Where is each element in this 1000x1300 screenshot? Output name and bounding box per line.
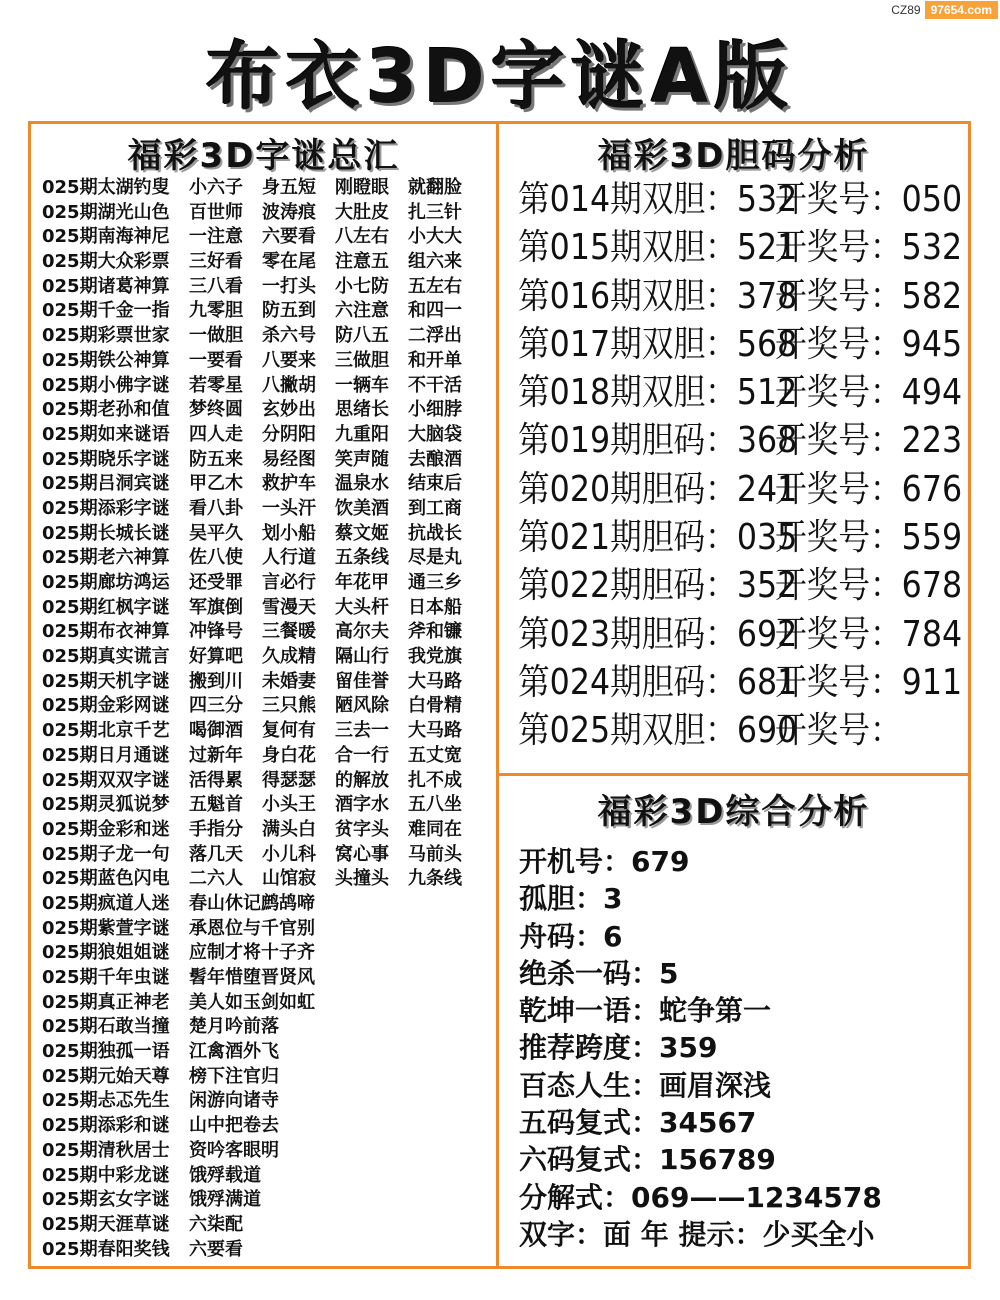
riddle-clue: 二浮出 (408, 325, 462, 347)
riddle-clue: 注意五 (335, 251, 389, 273)
riddle-clue: 一打头 (262, 275, 316, 297)
riddle-clue: 日本船 (408, 596, 462, 618)
riddle-source: 025期铁公神算 (42, 349, 170, 371)
draw-result: 开奖号：223 (774, 420, 963, 462)
column-divider (496, 121, 499, 1269)
riddle-clue: 扎不成 (408, 769, 462, 791)
draw-result: 开奖号：494 (774, 372, 963, 414)
riddle-clue: 不干活 (408, 374, 462, 396)
riddle-clue: 抗战长 (408, 522, 462, 544)
riddle-clue: 山馆寂 (262, 868, 316, 890)
dan-pick: 第017期双胆：568 (518, 323, 798, 365)
riddle-clue: 资吟客眼明 (189, 1139, 279, 1161)
riddle-row (42, 818, 492, 843)
riddle-clue: 白骨精 (408, 695, 462, 717)
dan-row (518, 514, 963, 562)
riddle-clue: 看八卦 (189, 497, 243, 519)
riddle-clue: 六要看 (189, 1238, 243, 1260)
riddle-clue: 分阴阳 (262, 423, 316, 445)
draw-result: 开奖号：050 (774, 179, 963, 220)
riddle-source: 025期紫萱字谜 (42, 917, 170, 939)
riddle-source: 025期布衣神算 (42, 621, 170, 643)
dan-pick: 第015期双胆：521 (518, 227, 798, 269)
riddle-row (42, 966, 492, 991)
draw-result: 开奖号：582 (774, 275, 963, 317)
riddle-row (42, 225, 492, 250)
riddle-source: 025期添彩和谜 (42, 1115, 170, 1137)
riddle-clue: 贫字头 (335, 818, 389, 840)
riddle-source: 025期狼姐姐谜 (42, 942, 170, 964)
riddle-clue: 防八五 (335, 325, 389, 347)
draw-result: 开奖号：784 (774, 613, 963, 655)
dan-panel-title: 福彩3D胆码分析 (597, 136, 870, 176)
riddle-clue: 隔山行 (335, 646, 389, 668)
riddle-clue: 去酿酒 (408, 448, 462, 470)
riddle-row (42, 1040, 492, 1065)
draw-result: 开奖号：911 (774, 661, 963, 703)
riddle-clue: 四人走 (189, 423, 243, 445)
riddle-clue: 六注意 (335, 300, 389, 322)
riddle-row (42, 991, 492, 1016)
page-title: 布衣3D字谜A版 (205, 34, 795, 120)
riddle-clue: 蔡文姬 (335, 522, 389, 544)
riddle-row (42, 448, 492, 473)
riddle-clue: 落几天 (189, 843, 243, 865)
riddle-clue: 大头杆 (335, 596, 389, 618)
summary-line: 百态人生：画眉深浅 (519, 1068, 772, 1102)
riddle-row (42, 374, 492, 399)
summary-panel-title: 福彩3D综合分析 (597, 792, 870, 832)
riddle-clue: 合一行 (335, 744, 389, 766)
riddle-clue: 杀六号 (262, 325, 316, 347)
riddle-clue: 防五到 (262, 300, 316, 322)
riddle-clue: 复何有 (262, 720, 316, 742)
draw-result: 开奖号：676 (774, 468, 963, 510)
site-watermark (887, 0, 998, 20)
dan-pick: 第023期胆码：692 (518, 613, 798, 655)
riddle-row (42, 1139, 492, 1164)
riddle-clue: 还受罪 (189, 572, 243, 593)
riddle-clue: 三只熊 (262, 695, 316, 717)
riddle-clue: 六柒配 (189, 1213, 243, 1235)
riddle-clue: 过新年 (189, 744, 243, 766)
riddle-clue: 酒字水 (335, 794, 389, 816)
riddle-source: 025期天涯草谜 (42, 1213, 170, 1235)
riddle-clue: 若零星 (189, 374, 243, 396)
riddle-source: 025期玄女字谜 (42, 1189, 170, 1211)
riddle-clue: 饿殍满道 (189, 1189, 261, 1211)
dan-row (518, 273, 963, 321)
riddle-clue: 陋风除 (335, 695, 389, 717)
riddle-clue: 难同在 (408, 818, 462, 840)
riddle-clue: 楚月吟前落 (189, 1016, 279, 1038)
riddle-source: 025期天机字谜 (42, 670, 170, 692)
riddle-clue: 军旗倒 (189, 596, 243, 618)
riddle-source: 025期春阳奖钱 (42, 1238, 170, 1260)
riddle-clue: 八要来 (262, 349, 316, 371)
riddle-source: 025期廊坊鸿运 (42, 572, 170, 593)
dan-row (518, 707, 914, 755)
dan-pick: 第022期胆码：352 (518, 565, 798, 607)
riddle-clue: 和开单 (408, 349, 462, 371)
riddle-clue: 冲锋号 (189, 621, 243, 643)
watermark-domain: 97654.com (925, 1, 998, 19)
riddle-clue: 好算吧 (189, 646, 243, 668)
riddle-clue: 留佳誉 (335, 670, 389, 692)
riddle-clue: 救护车 (262, 473, 316, 495)
riddle-source: 025期金彩网谜 (42, 695, 170, 717)
dan-pick: 第018期双胆：512 (518, 372, 798, 414)
draw-result: 开奖号：532 (774, 227, 963, 269)
riddle-clue: 活得累 (189, 769, 243, 791)
riddle-clue: 大脑袋 (408, 423, 462, 445)
riddle-clue: 五左右 (408, 275, 462, 297)
dan-row (518, 321, 963, 369)
riddle-source: 025期长城长谜 (42, 522, 170, 544)
riddle-row (42, 546, 492, 571)
riddle-clue: 一做胆 (189, 325, 243, 347)
draw-result: 开奖号：945 (774, 323, 963, 365)
riddle-row (42, 472, 492, 497)
riddle-row (42, 1238, 492, 1263)
riddle-source: 025期老六神算 (42, 547, 170, 569)
riddle-clue: 三做胆 (335, 349, 389, 371)
riddle-clue: 百世师 (189, 201, 243, 223)
riddle-source: 025期南海神尼 (42, 226, 170, 248)
riddle-source: 025期灵狐说梦 (42, 794, 170, 816)
riddle-clue: 五魁首 (189, 794, 243, 816)
riddle-row (42, 201, 492, 226)
riddle-row (42, 1114, 492, 1139)
riddle-row (42, 423, 492, 448)
dan-row (518, 466, 963, 514)
riddle-row (42, 299, 492, 324)
riddle-clue: 搬到川 (189, 670, 243, 692)
riddle-row (42, 1188, 492, 1213)
riddle-row (42, 843, 492, 868)
riddle-source: 025期忐忑先生 (42, 1090, 170, 1112)
riddle-source: 025期金彩和迷 (42, 818, 170, 840)
riddle-source: 025期湖光山色 (42, 201, 170, 223)
riddle-source: 025期红枫字谜 (42, 596, 170, 618)
riddle-clue: 未婚妻 (262, 670, 316, 692)
riddle-row (42, 719, 492, 744)
riddle-clue: 九重阳 (335, 423, 389, 445)
riddle-source: 025期千金一指 (42, 300, 170, 322)
riddle-source: 025期太湖钓叟 (42, 177, 170, 198)
riddle-clue: 八撇胡 (262, 374, 316, 396)
riddle-clue: 佐八使 (189, 547, 243, 569)
riddle-clue: 九条线 (408, 868, 462, 890)
riddle-source: 025期北京千艺 (42, 720, 170, 742)
dan-pick: 第014期双胆：532 (518, 179, 798, 220)
summary-line: 乾坤一语：蛇争第一 (519, 994, 772, 1028)
riddle-row (42, 275, 492, 300)
riddle-row (42, 645, 492, 670)
riddle-clue: 思绪长 (335, 399, 389, 421)
riddle-source: 025期真实谎言 (42, 646, 170, 668)
riddle-clue: 我党旗 (408, 646, 462, 668)
riddle-clue: 喝御酒 (189, 720, 243, 742)
summary-line: 开机号：679 (519, 845, 690, 878)
watermark-prefix: CZ89 (891, 3, 921, 17)
riddle-clue: 扎三针 (408, 201, 462, 223)
summary-line: 绝杀一码：5 (519, 956, 679, 990)
riddle-clue: 小头王 (262, 794, 316, 816)
riddle-clue: 榜下注官归 (189, 1065, 279, 1087)
riddle-source: 025期元始天尊 (42, 1065, 170, 1087)
summary-line: 双字：面 年 提示：少买全小 (519, 1217, 875, 1251)
riddle-row (42, 324, 492, 349)
riddle-clue: 美人如玉剑如虹 (189, 991, 315, 1013)
riddle-clue: 窝心事 (335, 843, 389, 865)
riddle-clue: 就翻脸 (408, 177, 462, 198)
riddle-row (42, 744, 492, 769)
riddle-row (42, 349, 492, 374)
riddle-clue: 一要看 (189, 349, 243, 371)
riddle-source: 025期千年虫谜 (42, 967, 170, 988)
summary-line: 推荐跨度：359 (519, 1031, 718, 1065)
riddle-clue: 髫年惜堕晋贤风 (189, 967, 315, 988)
riddle-source: 025期石敢当撞 (42, 1016, 170, 1038)
dan-pick: 第016期双胆：378 (518, 275, 798, 317)
summary-line: 孤胆：3 (519, 882, 623, 916)
dan-row (518, 176, 963, 224)
riddle-clue: 玄妙出 (262, 399, 316, 421)
dan-pick: 第019期胆码：368 (518, 420, 798, 462)
riddle-clue: 大马路 (408, 720, 462, 742)
draw-result: 开奖号： (774, 710, 902, 752)
riddle-row (42, 1089, 492, 1114)
riddle-clue: 三去一 (335, 720, 389, 742)
riddle-clue: 头撞头 (335, 868, 389, 890)
riddle-clue: 八左右 (335, 226, 389, 248)
riddle-row (42, 793, 492, 818)
riddle-source: 025期大众彩票 (42, 251, 170, 273)
dan-row (518, 611, 963, 659)
riddle-clue: 五八坐 (408, 794, 462, 816)
riddle-row (42, 670, 492, 695)
riddle-source: 025期如来谜语 (42, 423, 170, 445)
dan-row (518, 562, 963, 610)
dan-pick: 第020期胆码：241 (518, 468, 798, 510)
riddle-clue: 三餐暖 (262, 621, 316, 643)
riddle-row (42, 176, 492, 201)
riddle-clue: 应制才将十子齐 (189, 942, 315, 964)
riddle-source: 025期双双字谜 (42, 769, 170, 791)
riddle-source: 025期晓乐字谜 (42, 448, 170, 470)
riddle-row (42, 867, 492, 892)
dan-row (518, 659, 963, 707)
dan-list (518, 176, 968, 756)
riddle-clue: 一注意 (189, 226, 243, 248)
riddle-list (42, 176, 492, 1262)
riddle-clue: 梦终圆 (189, 399, 243, 421)
dan-pick: 第021期胆码：035 (518, 517, 798, 559)
riddle-clue: 易经图 (262, 448, 316, 470)
riddle-source: 025期吕洞宾谜 (42, 473, 170, 495)
summary-line: 五码复式：34567 (519, 1106, 757, 1140)
summary-list (519, 843, 969, 1253)
riddle-source: 025期彩票世家 (42, 325, 170, 347)
riddle-row (42, 1015, 492, 1040)
riddle-clue: 饿殍载道 (189, 1164, 261, 1186)
riddle-row (42, 1065, 492, 1090)
riddle-row (42, 620, 492, 645)
riddle-row (42, 250, 492, 275)
riddle-clue: 尽是丸 (408, 547, 462, 569)
riddle-clue: 小大大 (408, 226, 462, 248)
riddle-clue: 小七防 (335, 275, 389, 297)
riddle-clue: 春山休记鹧鸪啼 (189, 892, 315, 914)
riddle-clue: 防五来 (189, 448, 243, 470)
riddle-clue: 波涛痕 (262, 201, 316, 223)
dan-row (518, 224, 963, 272)
riddle-clue: 得瑟瑟 (262, 769, 316, 791)
riddle-clue: 大肚皮 (335, 201, 389, 223)
riddle-source: 025期子龙一句 (42, 843, 170, 865)
riddle-clue: 甲乙木 (189, 473, 243, 495)
riddle-clue: 马前头 (408, 843, 462, 865)
riddle-row (42, 694, 492, 719)
riddle-clue: 六要看 (262, 226, 316, 248)
riddle-clue: 小细脖 (408, 399, 462, 421)
riddle-source: 025期疯道人迷 (42, 892, 170, 914)
riddle-clue: 二六人 (189, 868, 243, 890)
riddle-clue: 的解放 (335, 769, 389, 791)
riddle-row (42, 1164, 492, 1189)
riddle-row (42, 596, 492, 621)
riddle-clue: 通三乡 (408, 572, 462, 593)
riddle-row (42, 769, 492, 794)
riddle-clue: 闲游向诸寺 (189, 1090, 279, 1112)
riddle-clue: 五条线 (335, 547, 389, 569)
riddle-panel-title: 福彩3D字谜总汇 (127, 136, 400, 176)
riddle-source: 025期蓝色闪电 (42, 868, 170, 890)
summary-line: 分解式：069——1234578 (519, 1180, 882, 1214)
riddle-clue: 江禽酒外飞 (189, 1041, 279, 1063)
riddle-clue: 刚瞪眼 (335, 177, 389, 198)
riddle-clue: 手指分 (189, 818, 243, 840)
riddle-clue: 饮美酒 (335, 497, 389, 519)
dan-pick: 第025期双胆：690 (518, 710, 798, 752)
riddle-clue: 承恩位与千官别 (189, 917, 315, 939)
riddle-source: 025期真正神老 (42, 991, 170, 1013)
riddle-clue: 身五短 (262, 177, 316, 198)
riddle-clue: 满头白 (262, 818, 316, 840)
riddle-clue: 三八看 (189, 275, 243, 297)
riddle-clue: 大马路 (408, 670, 462, 692)
riddle-clue: 一辆车 (335, 374, 389, 396)
summary-line: 六码复式：156789 (519, 1143, 776, 1177)
riddle-clue: 划小船 (262, 522, 316, 544)
riddle-clue: 温泉水 (335, 473, 389, 495)
riddle-row (42, 941, 492, 966)
riddle-source: 025期小佛字谜 (42, 374, 170, 396)
summary-line: 舟码：6 (519, 919, 623, 953)
riddle-clue: 雪漫天 (262, 596, 316, 618)
dan-row (518, 417, 963, 465)
riddle-clue: 言必行 (262, 572, 316, 593)
right-section-divider (496, 773, 971, 776)
riddle-row (42, 571, 492, 596)
riddle-clue: 吴平久 (189, 522, 243, 544)
riddle-clue: 四三分 (189, 695, 243, 717)
riddle-row (42, 522, 492, 547)
riddle-source: 025期独孤一语 (42, 1041, 170, 1063)
riddle-clue: 高尔夫 (335, 621, 389, 643)
riddle-clue: 久成精 (262, 646, 316, 668)
riddle-row (42, 398, 492, 423)
riddle-clue: 年花甲 (335, 572, 389, 593)
riddle-clue: 山中把卷去 (189, 1115, 279, 1137)
riddle-clue: 三好看 (189, 251, 243, 273)
riddle-clue: 一头汗 (262, 497, 316, 519)
riddle-clue: 人行道 (262, 547, 316, 569)
riddle-clue: 结束后 (408, 473, 462, 495)
riddle-clue: 五丈宽 (408, 744, 462, 766)
riddle-row (42, 892, 492, 917)
riddle-clue: 零在尾 (262, 251, 316, 273)
riddle-clue: 小儿科 (262, 843, 316, 865)
riddle-clue: 身白花 (262, 744, 316, 766)
riddle-source: 025期添彩字谜 (42, 497, 170, 519)
dan-pick: 第024期胆码：681 (518, 661, 798, 703)
riddle-row (42, 1213, 492, 1238)
riddle-source: 025期清秋居士 (42, 1139, 170, 1161)
draw-result: 开奖号：678 (774, 565, 963, 607)
riddle-clue: 组六来 (408, 251, 462, 273)
riddle-source: 025期老孙和值 (42, 399, 170, 421)
riddle-clue: 斧和镰 (408, 621, 462, 643)
riddle-clue: 小六子 (189, 177, 243, 198)
draw-result: 开奖号：559 (774, 517, 963, 559)
dan-row (518, 369, 963, 417)
riddle-clue: 笑声随 (335, 448, 389, 470)
riddle-source: 025期中彩龙谜 (42, 1164, 170, 1186)
riddle-row (42, 917, 492, 942)
riddle-clue: 九零胆 (189, 300, 243, 322)
riddle-clue: 到工商 (408, 497, 462, 519)
riddle-row (42, 497, 492, 522)
riddle-source: 025期日月通谜 (42, 744, 170, 766)
riddle-clue: 和四一 (408, 300, 462, 322)
riddle-source: 025期诸葛神算 (42, 275, 170, 297)
